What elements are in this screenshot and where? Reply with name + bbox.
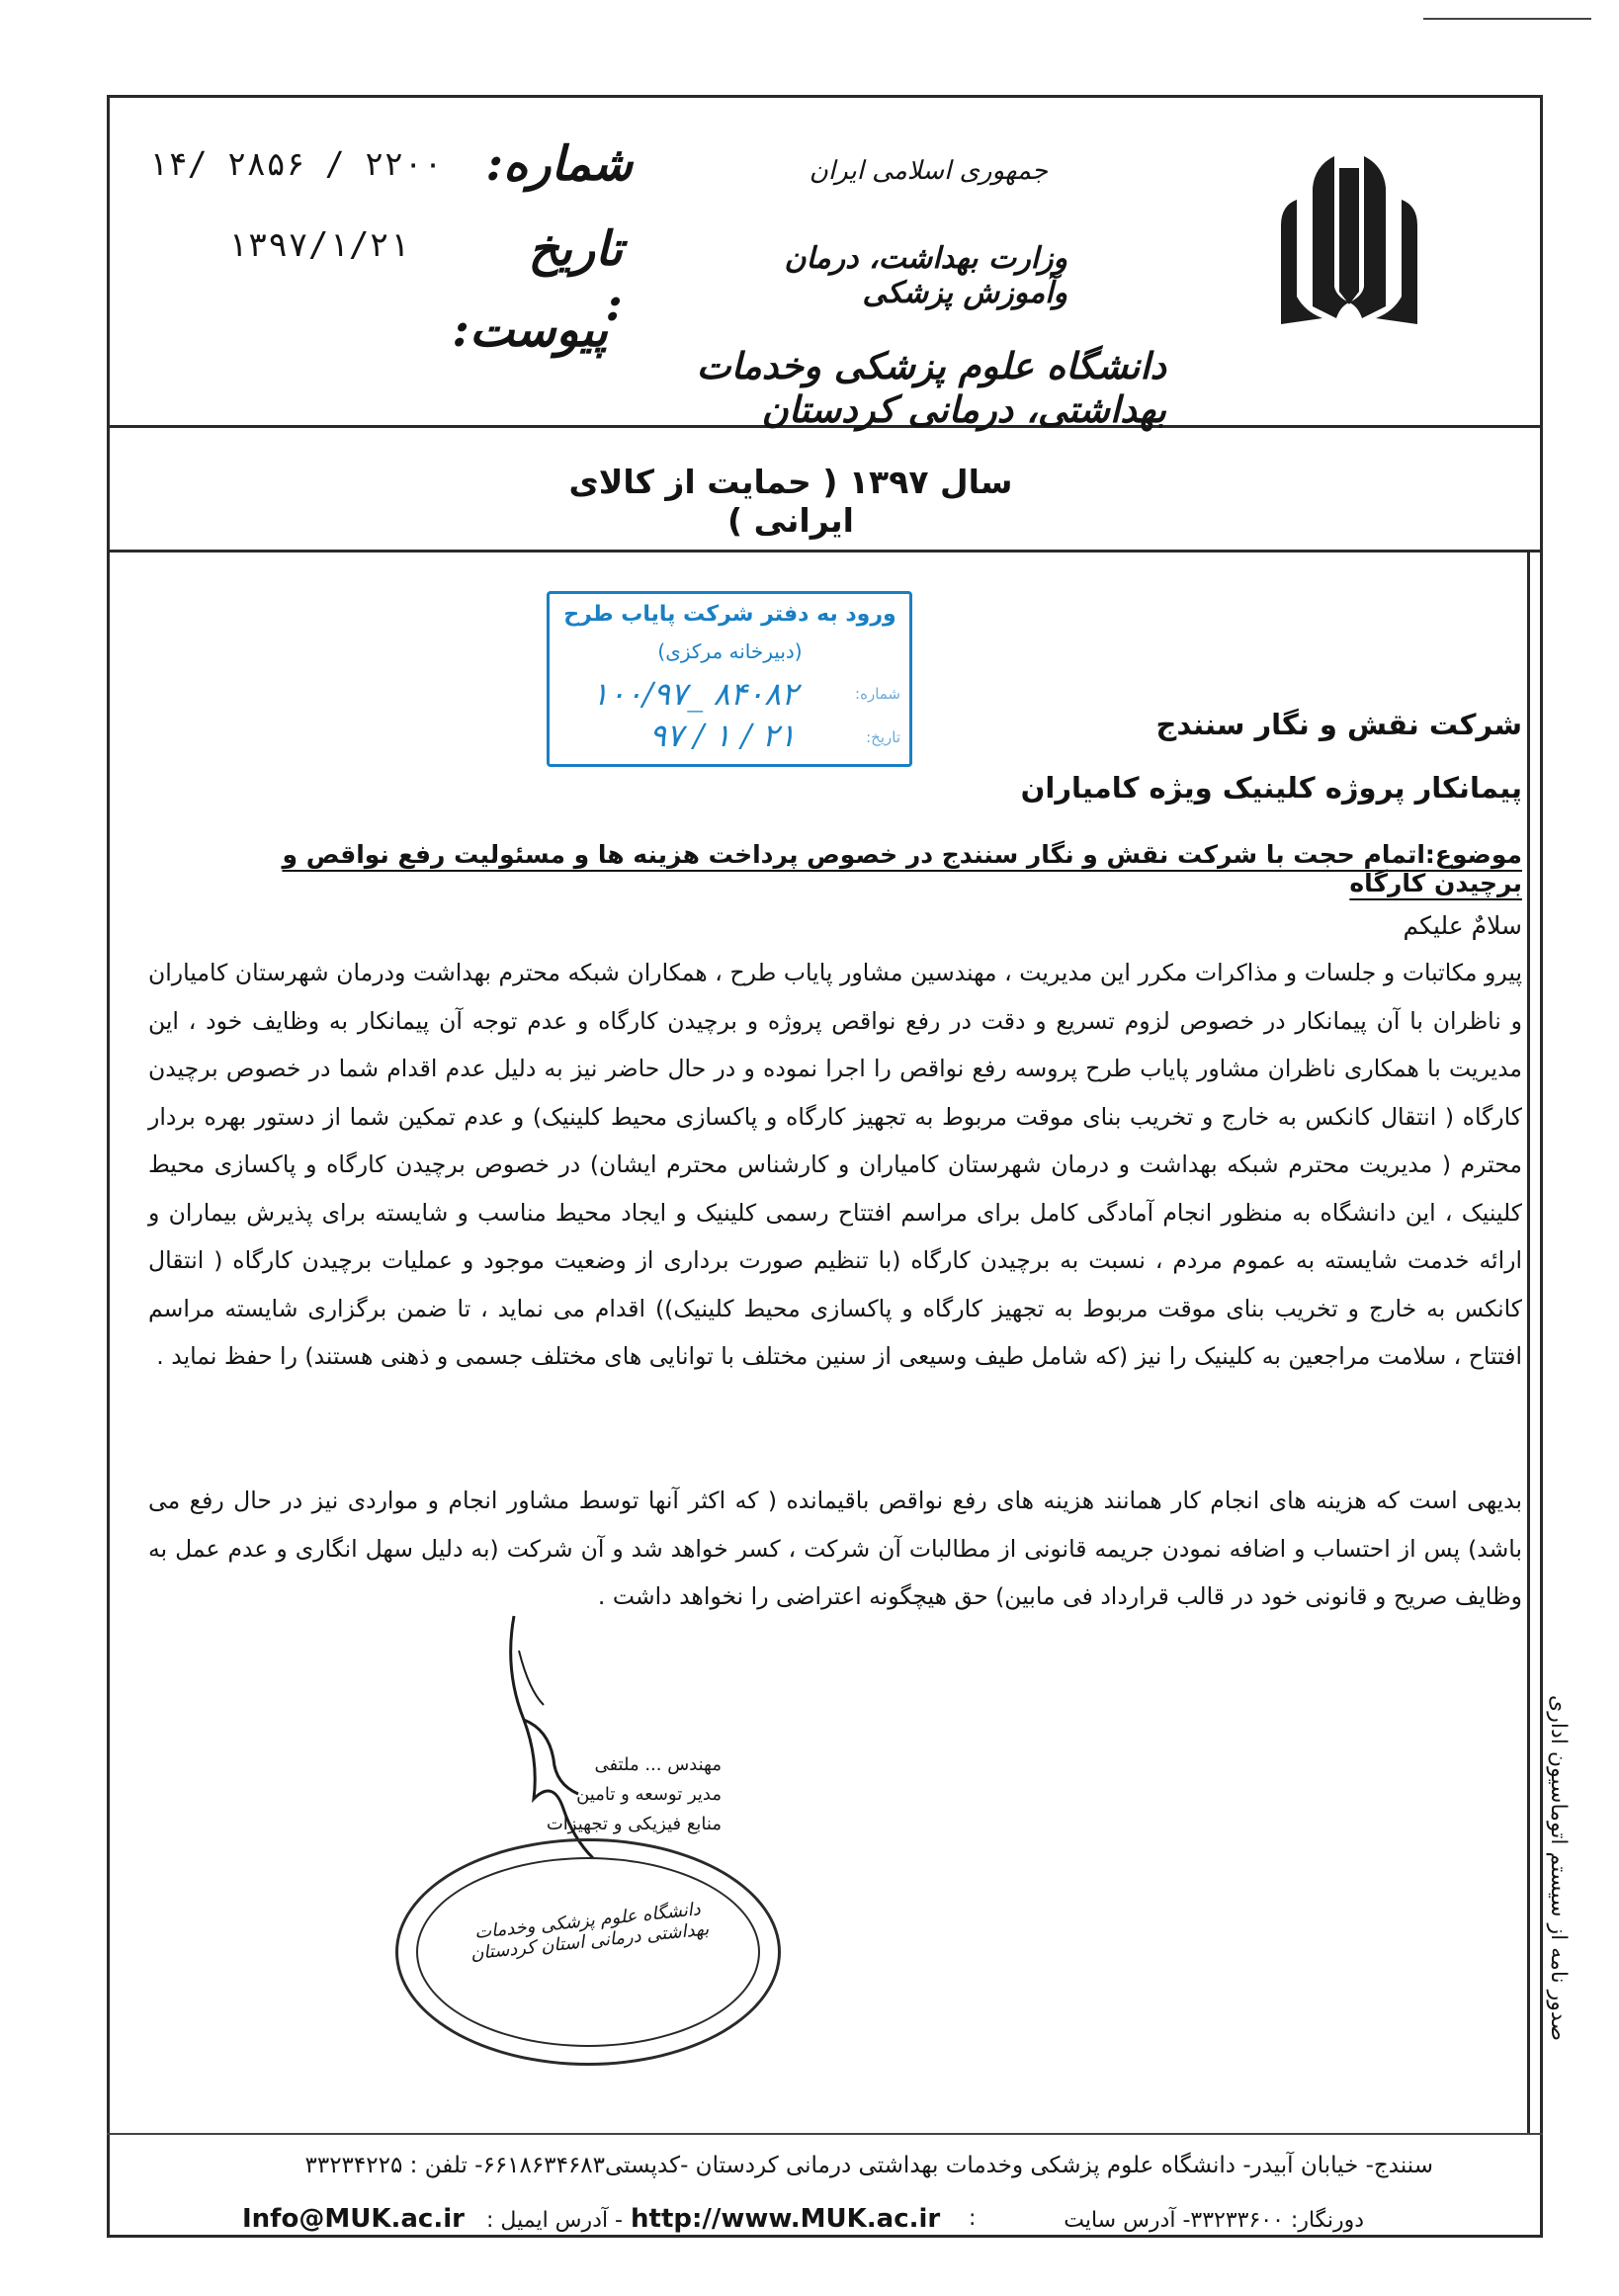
- signatory-title-2: منابع فیزیکی و تجهیزات: [546, 1814, 722, 1834]
- stamp-company: ورود به دفتر شرکت پایاب طرح: [563, 602, 896, 627]
- republic-title: جمهوری اسلامی ایران: [809, 156, 1048, 186]
- stamp-date: ۹۷ / ۱ / ۲۱: [648, 717, 797, 754]
- side-rule: [1527, 550, 1530, 2133]
- stamp-office: (دبیرخانه مرکزی): [657, 639, 803, 663]
- automation-note: صدور نامه از سیستم اتوماسیون اداری: [1546, 1694, 1571, 2042]
- footer-website-link[interactable]: http://www.MUK.ac.ir: [631, 2204, 941, 2234]
- letter-paragraph-1: پیرو مکاتبات و جلسات و مذاکرات مکرر این مدیریت ، مهندسین مشاور پایاب طرح ، همکاران شبکه محترم بهداشت ودرمان شهرستان کامیاران و ناظران با آن پیمانکار در خصوص لزوم تسریع و دقت در رفع نواقص پروژه و برچیدن کارگاه و عدم توجه آن پیمانکار به وظایف خود ، این مدیریت با همکاری ناظران مشاور پایاب طرح پروسه رفع نواقص را اجرا نموده و در حال حاضر نیز به دلیل عدم اقدام شما در خصوص برچیدن کارگاه ( انتقال کانکس به خارج و تخریب بنای موقت مربوط به تجهیز کارگاه و پاکسازی محیط کلینیک) و عدم تمکین شما از دستور بهره بردار محترم ( مدیریت محترم شبکه بهداشت و درمان شهرستان کامیاران و کارشناس محترم ایشان) در خصوص برچیدن کارگاه و پاکسازی محیط کلینیک ، این دانشگاه به منظور انجام آمادگی کامل برای مراسم افتتاح رسمی کلینیک و ایجاد محیط مناسب و شایسته برای پذیرش بیماران و ارائه خدمت شایسته به عموم مردم ، نسبت به برچیدن کارگاه (با تنظیم صورت برداری از وضعیت موجود و عملیات برچیدن کارگاه ( انتقال کانکس به خارج و تخریب بنای موقت مربوط به تجهیز کارگاه و پاکسازی محیط کلینیک)) اقدام می نماید ، تا ضمن برگزاری شایسته مراسم افتتاح ، سلامت مراجعین به کلینیک را نیز (که شامل طیف وسیعی از سنین مختلف با توانایی های مختلف جسمی و ذهنی هستند) را حفظ نماید .: [148, 959, 1522, 1370]
- ministry-title: وزارت بهداشت، درمان وآموزش پزشکی: [784, 241, 1067, 310]
- university-logo-icon: [1275, 148, 1423, 326]
- letter-paragraph-2: بدیهی است که هزینه های انجام کار همانند هزینه های رفع نواقص باقیمانده ( که اکثر آنها توسط مشاور انجام و مواردی نیز در حال رفع می باشد) پس از احتساب و اضافه نمودن جریمه قانونی از مطالبات آن شرکت ، کسر خواهد شد و آن شرکت (به دلیل سهل انگاری و عدم عمل به وظایف صریح و قانونی خود در قالب قرارداد فی مابین) حق هیچگونه اعتراضی را نخواهد داشت .: [148, 1487, 1522, 1610]
- scan-mark: [1423, 18, 1591, 20]
- attachment-label: پیوست:: [452, 302, 608, 358]
- stamp-number-label: شماره:: [855, 685, 900, 703]
- recipient-company: شرکت نقش و نگار سنندج: [1155, 708, 1522, 741]
- footer-divider: [107, 2133, 1543, 2135]
- year-slogan: سال ۱۳۹۷ ( حمایت از کالای ایرانی ): [568, 463, 1013, 540]
- date-label: تاریخ :: [528, 221, 623, 332]
- signatory-title: مدیر توسعه و تامین: [576, 1784, 722, 1805]
- header-divider-bottom: [107, 550, 1543, 553]
- footer-colon: :: [969, 2206, 977, 2231]
- recipient-role: پیمانکار پروژه کلینیک ویژه کامیاران: [1020, 771, 1522, 805]
- footer-fax: دورنگار: ۳۳۲۳۳۶۰۰- آدرس سایت: [1064, 2208, 1364, 2233]
- footer-email-label: - آدرس ایمیل :: [486, 2208, 623, 2233]
- official-seal: [395, 1838, 781, 2066]
- stamp-number: ۱۰۰/۹۷_ ۸۴۰۸۲: [591, 675, 799, 713]
- seal-text: دانشگاه علوم پزشکی وخدمات بهداشتی درمانی استان کردستان: [469, 1899, 711, 1965]
- number-label: شماره:: [485, 136, 633, 192]
- stamp-date-label: تاریخ:: [866, 728, 900, 746]
- letter-subject: موضوع:اتمام حجت با شرکت نقش و نگار سنندج در خصوص پرداخت هزینه ها و مسئولیت رفع نواقص و برچیدن کارگاه: [282, 840, 1522, 897]
- signatory-name: مهندس ... ملتفی: [594, 1754, 722, 1775]
- letter-number: ۱۴/ ۲۸۵۶ / ۲۲۰۰: [148, 144, 444, 183]
- footer-address: سنندج- خیابان آبیدر- دانشگاه علوم پزشکی وخدمات بهداشتی درمانی کردستان -کدپستی۶۶۱۸۶۳۴۶۸۳- تلفن : ۳۳۲۳۴۲۲۵: [304, 2153, 1433, 2178]
- letter-date: ۱۳۹۷/۱/۲۱: [227, 225, 410, 265]
- university-title: دانشگاه علوم پزشکی وخدمات بهداشتی، درمانی کردستان: [696, 344, 1166, 431]
- receipt-stamp: [547, 591, 912, 767]
- letter-greeting: سلامٌ علیکم: [1403, 911, 1522, 940]
- footer-email-link[interactable]: Info@MUK.ac.ir: [242, 2204, 465, 2234]
